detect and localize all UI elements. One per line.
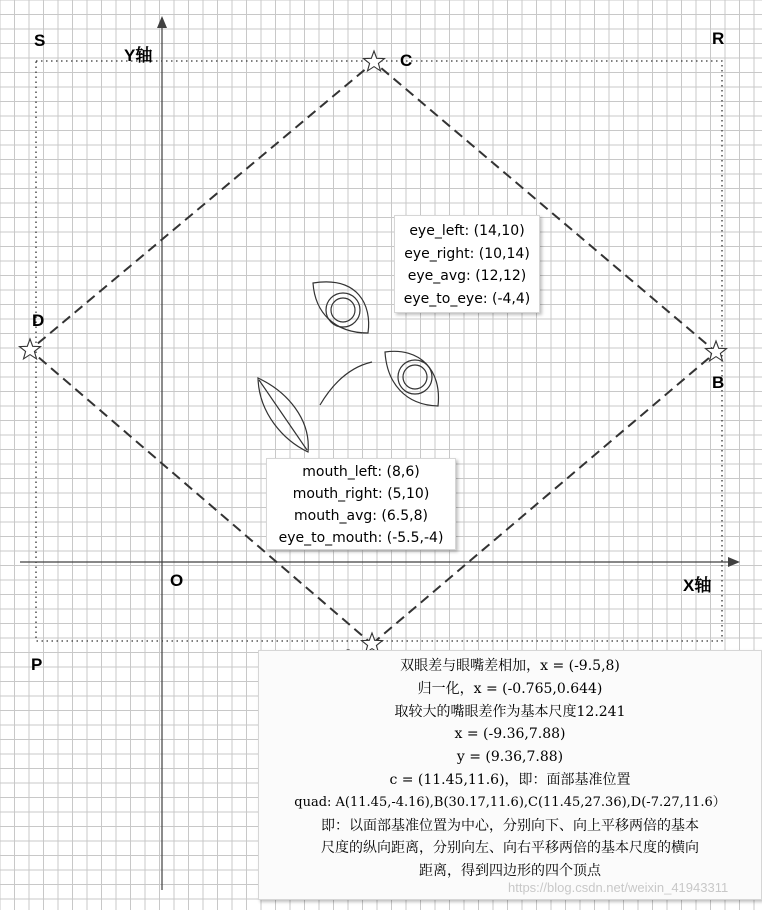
explanation-callout bbox=[258, 650, 762, 900]
explanation-line: 即：以面部基准位置为中心，分别向下、向上平移两倍的基本 bbox=[321, 817, 699, 834]
star-icon-c bbox=[364, 51, 385, 71]
eye-info-line: eye_to_eye: (-4,4) bbox=[403, 290, 531, 307]
explanation-line: 取较大的嘴眼差作为基本尺度12.241 bbox=[394, 703, 626, 720]
y-axis-arrow bbox=[157, 16, 167, 28]
corner-label-s: S bbox=[34, 31, 46, 50]
vertex-markers bbox=[20, 51, 727, 653]
eye-left-pupil-inner bbox=[331, 298, 355, 322]
mouth-info-line: mouth_avg: (6.5,8) bbox=[294, 508, 428, 524]
star-icon-d bbox=[20, 339, 41, 359]
vertex-label-d: D bbox=[32, 311, 45, 330]
eye-info-line: eye_right: (10,14) bbox=[404, 245, 530, 262]
explanation-line: x = (-9.36,7.88) bbox=[454, 726, 566, 743]
mouth-sketch bbox=[258, 378, 308, 452]
x-axis-label: X轴 bbox=[683, 576, 712, 595]
bounding-rectangle bbox=[36, 61, 725, 641]
origin-label: O bbox=[170, 571, 184, 590]
mouth-info-line: mouth_right: (5,10) bbox=[292, 486, 430, 502]
y-axis-label: Y轴 bbox=[124, 46, 153, 65]
eye-info-callout bbox=[394, 215, 540, 313]
explanation-line: 双眼差与眼嘴差相加，x = (-9.5,8) bbox=[400, 658, 620, 674]
explanation-line: 距离，得到四边形的四个顶点 bbox=[419, 863, 601, 880]
explanation-line: quad: A(11.45,-4.16),B(30.17,11.6),C(11.45,27.36),D(-7.27,11.6） bbox=[294, 794, 726, 810]
eye-info-line: eye_left: (14,10) bbox=[409, 223, 525, 239]
mouth-info-callout bbox=[266, 458, 456, 550]
explanation-line: c = (11.45,11.6)，即：面部基准位置 bbox=[389, 771, 631, 788]
quad-diamond bbox=[30, 62, 716, 644]
corner-label-r: R bbox=[712, 29, 725, 48]
corner-label-p: P bbox=[31, 655, 43, 674]
nose-sketch bbox=[320, 362, 372, 405]
explanation-line: 尺度的纵向距离，分别向左、向右平移两倍的基本尺度的横向 bbox=[321, 840, 699, 857]
mouth-info-line: eye_to_mouth: (-5.5,-4) bbox=[278, 530, 444, 546]
eye-right-outline bbox=[385, 351, 438, 406]
vertex-label-c: C bbox=[400, 51, 413, 70]
watermark: https://blog.csdn.net/weixin_41943311 bbox=[508, 880, 729, 895]
vertex-label-b: B bbox=[712, 373, 725, 392]
eye-right-sketch bbox=[385, 351, 438, 406]
mouth-info-line: mouth_left: (8,6) bbox=[302, 464, 420, 480]
eye-info-line: eye_avg: (12,12) bbox=[407, 268, 527, 284]
explanation-line: 归一化，x = (-0.765,0.644) bbox=[417, 680, 603, 697]
explanation-line: y = (9.36,7.88) bbox=[456, 749, 564, 766]
